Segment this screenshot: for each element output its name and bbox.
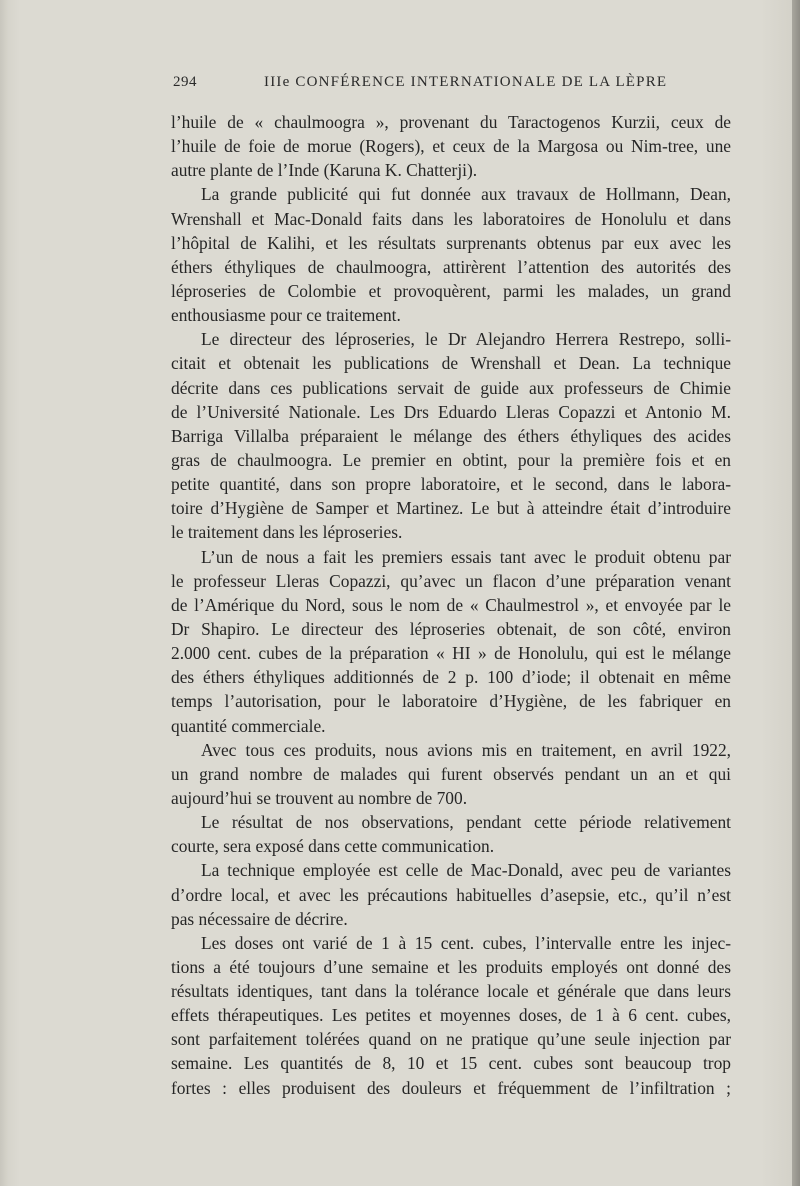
text-line: l’huile de « chaulmoogra », provenant du Taractogenos Kurzii, ceux de xyxy=(171,112,731,132)
text-line: l’hôpital de Kalihi, et les résultats surprenants obtenus par eux avec les xyxy=(171,232,731,253)
page-header xyxy=(173,74,733,100)
text-line: La technique employée est celle de Mac-Donald, avec peu de variantes xyxy=(201,860,731,881)
text-line: tions a été toujours d’une semaine et les produits employés ont donné des xyxy=(171,956,731,977)
page-number: 294 xyxy=(173,74,197,90)
text-line: petite quantité, dans son propre laboratoire, et le second, dans le labora- xyxy=(171,474,731,495)
text-line: enthousiasme pour ce traitement. xyxy=(171,305,401,326)
text-line: fortes : elles produisent des douleurs et fréquemment de l’infiltration ; xyxy=(171,1077,731,1098)
text-line: résultats identiques, tant dans la tolérance locale et générale que dans leurs xyxy=(171,981,731,1002)
body-text xyxy=(171,110,731,1100)
text-line: courte, sera exposé dans cette communication. xyxy=(171,836,495,857)
text-line: sont parfaitement tolérées quand on ne pratique qu’une seule injection par xyxy=(171,1029,731,1050)
text-line: La grande publicité qui fut donnée aux travaux de Hollmann, Dean, xyxy=(201,184,731,205)
text-line: le traitement dans les léproseries. xyxy=(171,522,403,543)
text-line: gras de chaulmoogra. Le premier en obtint, pour la première fois et en xyxy=(171,449,731,470)
text-line: L’un de nous a fait les premiers essais tant avec le produit obtenu par xyxy=(201,546,731,567)
text-line: Le directeur des léproseries, le Dr Alejandro Herrera Restrepo, solli- xyxy=(201,329,731,350)
page-right-edge xyxy=(792,0,800,1186)
text-line: temps l’autorisation, pour le laboratoire d’Hygiène, de les fabriquer en xyxy=(171,691,731,712)
text-line: semaine. Les quantités de 8, 10 et 15 cent. cubes sont beaucoup trop xyxy=(171,1053,731,1074)
text-line: éthers éthyliques de chaulmoogra, attirèrent l’attention des autorités des xyxy=(171,256,731,277)
text-line: décrite dans ces publications servait de guide aux professeurs de Chimie xyxy=(171,377,731,398)
text-line: de l’Amérique du Nord, sous le nom de « Chaulmestrol », et envoyée par le xyxy=(171,594,731,615)
text-line: 2.000 cent. cubes de la préparation « HI » de Honolulu, qui est le mélange xyxy=(171,643,731,664)
text-line: Les doses ont varié de 1 à 15 cent. cubes, l’intervalle entre les injec- xyxy=(201,932,731,953)
text-line: pas nécessaire de décrire. xyxy=(171,908,348,929)
text-line: d’ordre local, et avec les précautions habituelles d’asepsie, etc., qu’il n’est xyxy=(171,884,731,905)
text-line: léproseries de Colombie et provoquèrent, parmi les malades, un grand xyxy=(171,280,731,301)
text-line: l’huile de foie de morue (Rogers), et ceux de la Margosa ou Nim-tree, une xyxy=(171,136,731,157)
running-title: IIIe CONFÉRENCE INTERNATIONALE DE LA LÈPRE xyxy=(264,74,668,90)
text-line: Avec tous ces produits, nous avions mis en traitement, en avril 1922, xyxy=(201,739,731,760)
text-line: aujourd’hui se trouvent au nombre de 700. xyxy=(171,787,468,808)
text-line: de l’Université Nationale. Les Drs Eduardo Lleras Copazzi et Antonio M. xyxy=(171,401,731,422)
text-line: citait et obtenait les publications de Wrenshall et Dean. La technique xyxy=(171,353,731,374)
text-line: effets thérapeutiques. Les petites et moyennes doses, de 1 à 6 cent. cubes, xyxy=(171,1005,731,1026)
text-line: autre plante de l’Inde (Karuna K. Chatterji). xyxy=(171,160,478,181)
text-line: des éthers éthyliques additionnés de 2 p. 100 d’iode; il obtenait en même xyxy=(171,667,731,688)
text-line: Le résultat de nos observations, pendant cette période relativement xyxy=(201,812,731,833)
text-line: Barriga Villalba préparaient le mélange des éthers éthyliques des acides xyxy=(171,425,731,446)
page-left-edge xyxy=(0,0,8,1186)
text-line: un grand nombre de malades qui furent observés pendant un an et qui xyxy=(171,763,731,784)
text-line: Wrenshall et Mac-Donald faits dans les laboratoires de Honolulu et dans xyxy=(171,208,731,229)
text-line: Dr Shapiro. Le directeur des léproseries obtenait, de son côté, environ xyxy=(171,618,731,639)
text-line: toire d’Hygiène de Samper et Martinez. Le but à atteindre était d’introduire xyxy=(171,498,731,519)
text-line: le professeur Lleras Copazzi, qu’avec un flacon d’une préparation venant xyxy=(171,570,731,591)
text-line: quantité commerciale. xyxy=(171,715,326,736)
